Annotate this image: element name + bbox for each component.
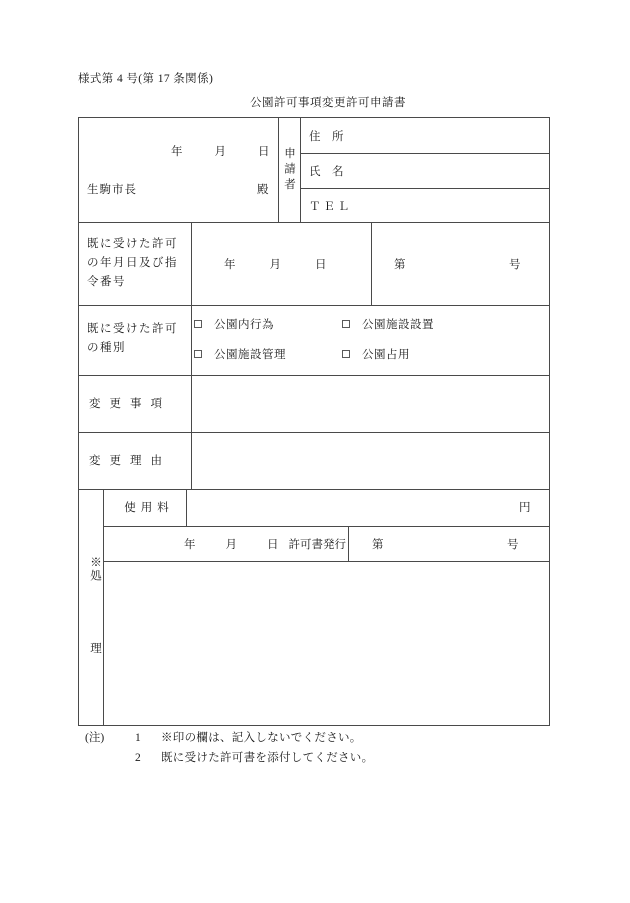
issue-day-label: 日 [267,539,279,551]
fee-label: 使用料 [124,502,174,514]
note-row [85,729,373,749]
field-value-name[interactable] [379,162,544,180]
checkbox-label: 公園施設管理 [214,349,286,361]
checkbox-icon[interactable] [194,320,202,328]
issue-number-prefix: 第 [372,539,384,551]
field-value-address[interactable] [379,127,544,145]
issue-year-label: 年 [184,539,196,551]
change-items-label: 変更事項 [89,398,171,410]
divider-name-tel [300,188,550,189]
checkbox-label: 公園占用 [362,349,410,361]
note-row [85,749,373,769]
existing-month-label: 月 [269,259,281,271]
note-text: ※印の欄は、記入しないでください。 [161,732,362,744]
form-code: 様式第 4 号(第 17 条関係) [78,73,214,85]
addressee-label: 生駒市長 [87,184,137,196]
checkbox-label: 公園内行為 [214,319,274,331]
field-label-name: 氏 名 [309,166,344,178]
checkbox-option-park-activity[interactable] [194,316,274,332]
divider-fee-row [103,526,549,527]
note-text: 既に受けた許可書を添付してください。 [161,752,374,764]
date-day-label: 日 [258,146,270,158]
change-reason-label: 変更理由 [89,455,171,467]
checkbox-icon[interactable] [342,350,350,358]
divider-processing-col [103,489,104,726]
issue-date [184,535,349,553]
issue-text-label: 許可書発行 [288,539,346,551]
existing-day-label: 日 [315,259,327,271]
existing-permit-number-suffix: 号 [509,259,521,271]
honorific-label: 殿 [257,184,269,196]
checkbox-option-facility-manage[interactable] [194,346,286,362]
divider-section-5-6 [79,489,549,490]
divider-applicant-fields [300,118,301,222]
divider-change-reason-label [191,432,192,489]
divider-existing-permit-number [371,222,372,305]
field-label-tel: Ｔ Ｅ Ｌ [309,201,350,213]
fee-unit: 円 [519,502,531,514]
divider-permit-type-label [191,305,192,375]
divider-section-4-5 [79,432,549,433]
application-date [171,142,276,160]
field-label-address: 住 所 [309,131,344,143]
applicant-vertical-label: 申請者 [283,146,295,194]
issue-month-label: 月 [225,539,237,551]
existing-permit-label: 既に受けた許可の年月日及び指令番号 [87,238,178,288]
existing-permit-date [224,255,354,273]
change-items-value[interactable] [201,394,539,412]
divider-fee-label [186,489,187,526]
checkbox-label: 公園施設設置 [362,319,434,331]
date-month-label: 月 [214,146,226,158]
existing-permit-number-prefix: 第 [394,259,406,271]
permit-type-label: 既に受けた許可の種別 [87,323,178,354]
note-number: 1 [135,732,141,744]
change-reason-value[interactable] [201,451,539,469]
checkbox-option-facility-install[interactable] [342,316,434,332]
divider-existing-permit-label [191,222,192,305]
processing-vertical-label-top: ※処 [89,556,101,583]
form-table [78,117,550,726]
checkbox-option-park-occupancy[interactable] [342,346,410,362]
processing-free-area[interactable] [113,573,539,723]
divider-section-1-2 [79,222,549,223]
date-year-label: 年 [171,146,183,158]
existing-year-label: 年 [224,259,236,271]
checkbox-icon[interactable] [194,350,202,358]
divider-change-items-label [191,375,192,432]
notes-label: (注) [85,732,105,744]
divider-section-3-4 [79,375,549,376]
divider-section-2-3 [79,305,549,306]
fee-value[interactable] [194,498,504,516]
checkbox-icon[interactable] [342,320,350,328]
page-title: 公園許可事項変更許可申請書 [250,97,406,109]
field-value-tel[interactable] [379,197,544,215]
notes-block [85,729,373,769]
processing-vertical-label-bottom: 理 [89,642,101,654]
note-number: 2 [135,752,141,764]
divider-issue-row [103,561,549,562]
divider-address-name [300,153,550,154]
issue-number-suffix: 号 [507,539,519,551]
